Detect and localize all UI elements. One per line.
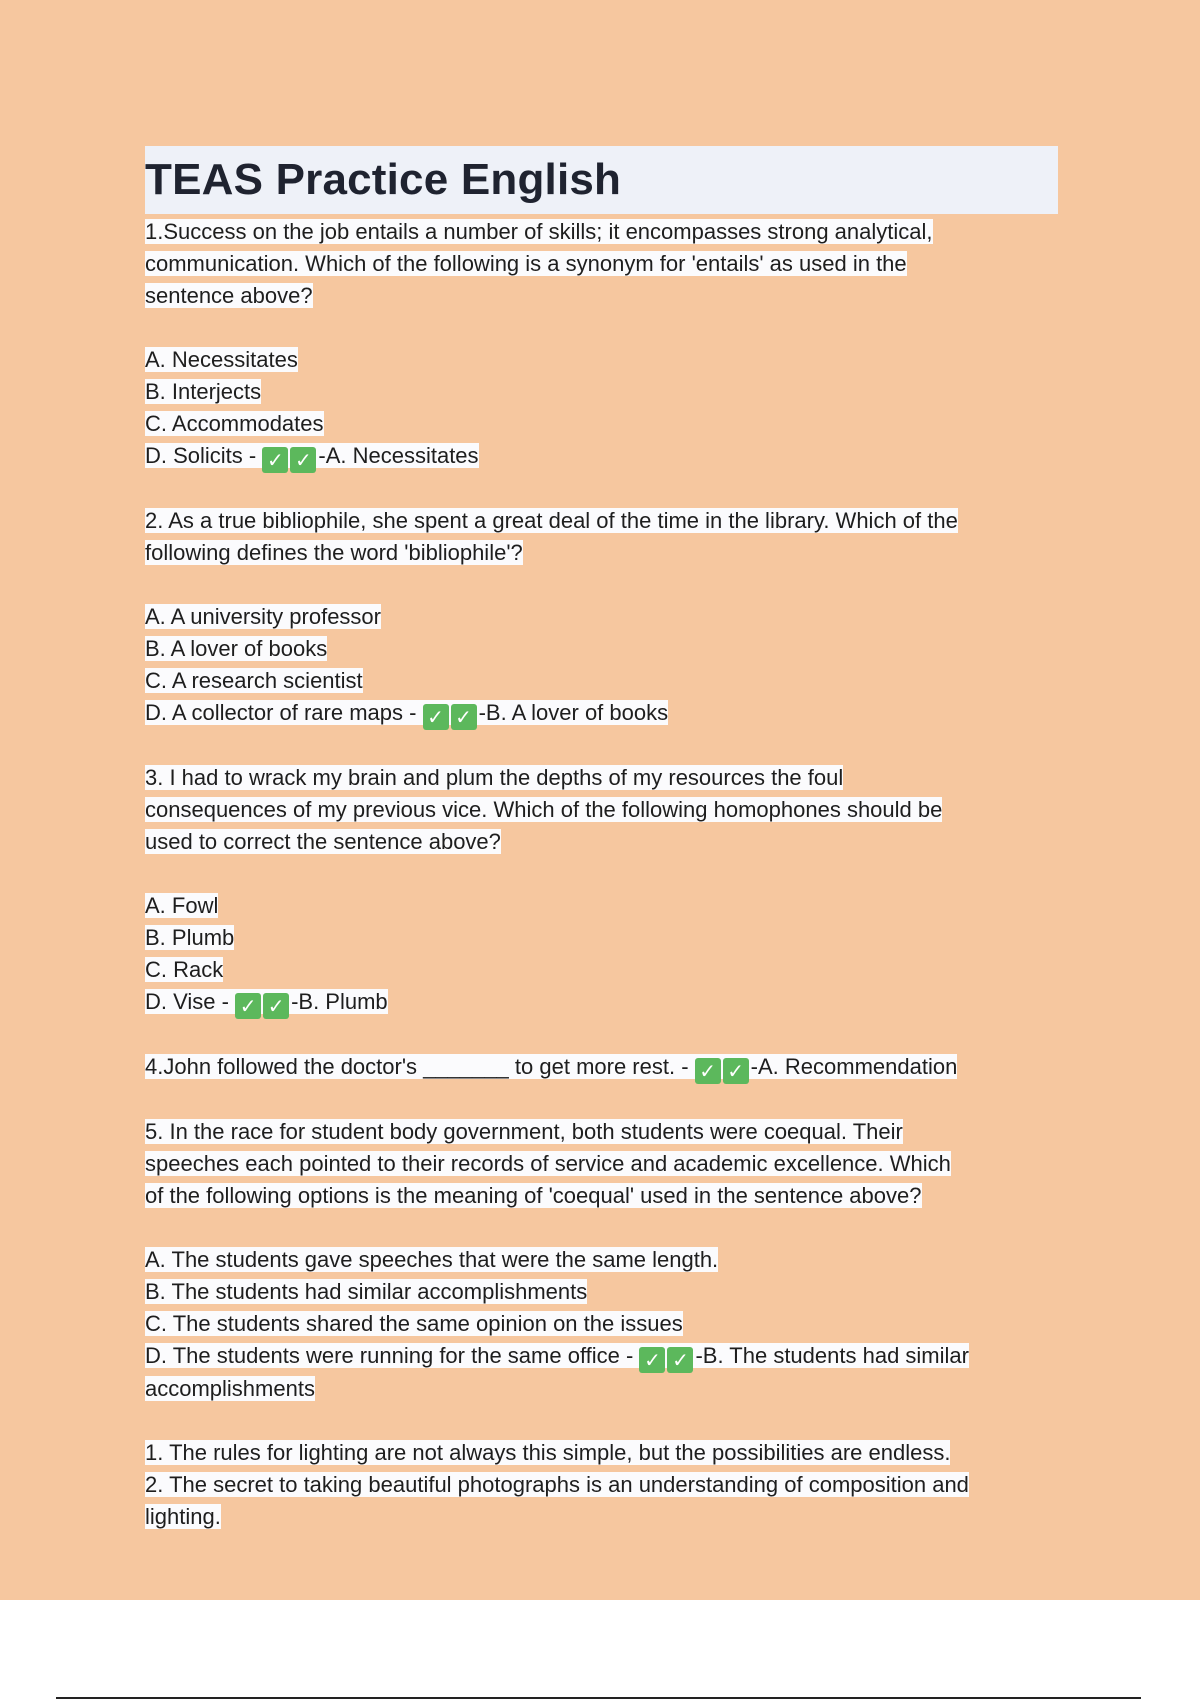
check-mark-icon: ✓ [423,704,449,730]
check-mark-icon: ✓ [262,447,288,473]
check-mark-icon: ✓ [639,1347,665,1373]
question-text-line: consequences of my previous vice. Which of the following homophones should be [145,797,943,822]
question-text-line: 1.Success on the job entails a number of skills; it encompasses strong analytical, [145,219,933,244]
question-text-line: 3. I had to wrack my brain and plum the depths of my resources the foul [145,765,844,790]
check-mark-icon: ✓ [263,993,289,1019]
answer-text: -B. The students had similar [695,1343,969,1368]
title-block [145,146,1058,214]
option-b: B. A lover of books [145,636,328,661]
question-text-line: 5. In the race for student body government, both students were coequal. Their [145,1119,903,1144]
option-a: A. The students gave speeches that were the same length. [145,1247,719,1272]
option-d: D. A collector of rare maps - [145,700,417,725]
question-text-line: communication. Which of the following is a synonym for 'entails' as used in the [145,251,907,276]
option-d: D. Vise - [145,989,229,1014]
closing-line: 2. The secret to taking beautiful photographs is an understanding of composition and [145,1472,969,1497]
question-4 [145,1051,1060,1084]
question-text-line: used to correct the sentence above? [145,829,501,854]
check-mark-icon: ✓ [695,1058,721,1084]
answer-text: -B. Plumb [291,989,388,1014]
option-a: A. Necessitates [145,347,298,372]
closing-line: 1. The rules for lighting are not always this simple, but the possibilities are endless. [145,1440,951,1465]
question-2 [145,505,1060,730]
answer-text: -B. A lover of books [478,700,669,725]
closing-line: lighting. [145,1504,221,1529]
answer-text-continued: accomplishments [145,1376,315,1401]
option-d: D. The students were running for the same office - [145,1343,634,1368]
option-c: C. A research scientist [145,668,363,693]
question-text-line: 4.John followed the doctor's _______ to get more rest. - [145,1054,689,1079]
check-mark-icon: ✓ [723,1058,749,1084]
check-mark-icon: ✓ [667,1347,693,1373]
option-a: A. A university professor [145,604,381,629]
option-c: C. Rack [145,957,224,982]
check-mark-icon: ✓ [451,704,477,730]
document-content [145,146,1060,1533]
question-text-line: speeches each pointed to their records of service and academic excellence. Which [145,1151,951,1176]
question-text-line: sentence above? [145,283,313,308]
bottom-divider [56,1697,1141,1699]
question-3 [145,762,1060,1019]
check-mark-icon: ✓ [290,447,316,473]
option-b: B. Interjects [145,379,262,404]
question-text-line: 2. As a true bibliophile, she spent a great deal of the time in the library. Which of the [145,508,958,533]
page-title: TEAS Practice English [145,155,622,204]
option-b: B. The students had similar accomplishments [145,1279,588,1304]
check-mark-icon: ✓ [235,993,261,1019]
answer-text: -A. Necessitates [318,443,479,468]
question-text-line: following defines the word 'bibliophile'? [145,540,523,565]
option-c: C. Accommodates [145,411,324,436]
option-b: B. Plumb [145,925,235,950]
closing-notes [145,1437,1060,1533]
option-a: A. Fowl [145,893,219,918]
question-text-line: of the following options is the meaning of 'coequal' used in the sentence above? [145,1183,922,1208]
option-d: D. Solicits - [145,443,257,468]
question-1 [145,216,1060,473]
question-5 [145,1116,1060,1405]
answer-text: -A. Recommendation [750,1054,958,1079]
option-c: C. The students shared the same opinion on the issues [145,1311,683,1336]
